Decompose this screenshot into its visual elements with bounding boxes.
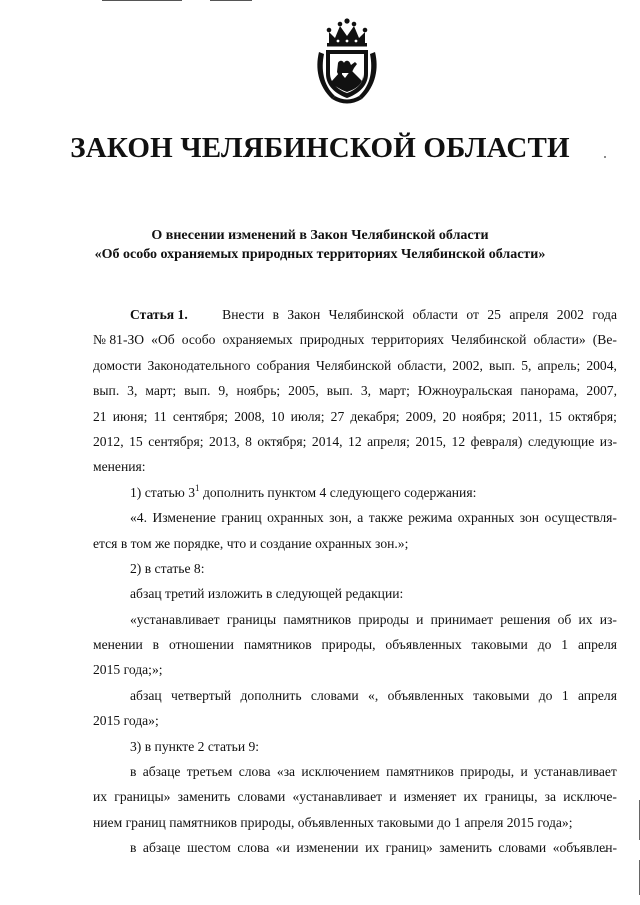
coat-of-arms-icon [312,16,382,108]
document-title: ЗАКОН ЧЕЛЯБИНСКОЙ ОБЛАСТИ [70,132,570,164]
text-line: 2015 года;»; [93,662,163,678]
text-line: 21 июня; 11 сентября; 2008, 10 июля; 27 декабря; 2009, 20 ноября; 2011, 15 октября; [93,408,617,424]
text-line: менении в отношении памятников природы, объявленных таковыми до 1 апреля [93,637,617,653]
text-line: «устанавливает границы памятников природы и принимает решения об их из- [130,611,617,627]
text-line: нием границ памятников природы, объявленных таковыми до 1 апреля 2015 года»; [93,814,573,830]
law-body [93,302,617,861]
scan-edge-mark [210,0,252,1]
text-line: в абзаце шестом слова «и изменении их границ» заменить словами «объявлен- [130,840,617,856]
text-line: абзац четвертый дополнить словами «, объявленных таковыми до 1 апреля [130,687,617,703]
subtitle-line: О внесении изменений в Закон Челябинской области [151,228,489,243]
text-line: абзац третий изложить в следующей редакции: [130,586,404,602]
text-line: менения: [93,459,146,475]
text-line: 2015 года»; [93,713,159,729]
text-line: 1) статью $3^1$ дополнить пунктом 4 следующего содержания: [130,482,477,500]
article-label: Статья 1. [130,307,188,322]
text-line: 3) в пункте 2 статьи 9: [130,738,260,754]
text-line: 2012, 15 сентября; 2013, 8 октября; 2014, 12 апреля; 2015, 12 февраля) следующие из- [93,433,617,449]
text-line: ется в том же порядке, что и создание охранных зон.»; [93,535,409,551]
text-line: Статья 1. Внести в Закон Челябинской области от 25 апреля 2002 года [93,302,617,327]
text-line: вып. 3, март; вып. 9, ноябрь; 2005, вып. 3, март; Южноуральская панорама, 2007, [93,383,617,399]
text-line: № 81-ЗО «Об особо охраняемых природных территориях Челябинской области» (Ве- [93,332,617,348]
text-line: 2) в статье 8: [130,560,205,576]
text-line: домости Законодательного собрания Челябинской области, 2002, вып. 5, апрель; 2004, [93,357,617,373]
document-subtitle [40,226,600,264]
text-line: в абзаце третьем слова «за исключением памятников природы, и устанавливает [130,764,617,780]
subtitle-line: «Об особо охраняемых природных территориях Челябинской области» [94,247,546,262]
text-line: их границы» заменить словами «устанавливает и изменяет их границы, за исключе- [93,789,617,805]
scan-edge-mark [102,0,182,1]
text-line: «4. Изменение границ охранных зон, а также режима охранных зон осуществля- [130,510,617,526]
